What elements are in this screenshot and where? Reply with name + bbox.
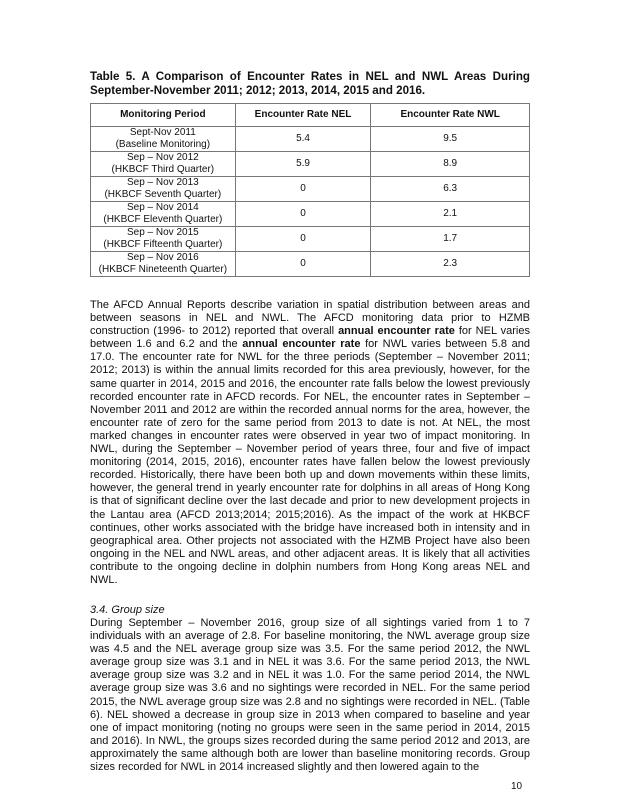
section-heading: 3.4. Group size bbox=[90, 604, 165, 616]
nel-rate-cell: 0 bbox=[235, 177, 371, 202]
table-row bbox=[91, 227, 530, 252]
period-phase: (HKBCF Seventh Quarter) bbox=[104, 189, 222, 200]
table-row bbox=[91, 127, 530, 152]
period-dates: Sep – Nov 2015 bbox=[126, 227, 199, 238]
period-cell bbox=[91, 177, 236, 202]
nel-rate-cell: 0 bbox=[235, 227, 371, 252]
period-phase: (Baseline Monitoring) bbox=[115, 139, 211, 150]
table-row bbox=[91, 177, 530, 202]
column-header-encounter-rate-nel: Encounter Rate NEL bbox=[235, 104, 371, 127]
nel-rate-cell: 0 bbox=[235, 252, 371, 277]
group-size-paragraph: During September – November 2016, group size of all sightings varied from 1 to 7 individuals with an average of 2.8. For baseline monitoring, the NWL average group size was 4.5 and the NEL average group size was 3.5. For the same period 2012, the NWL average group size was 3.1 and in NEL it was 3.6. For the same period 2013, the NWL average group size was 3.2 and in NEL it was 1.0. For the same period 2014, the NWL average group size was 3.6 and no sightings were recorded in NEL. For the same period 2015, the NWL average group size was 2.8 and no sightings were recorded in NEL. (Table 6). NEL showed a decrease in group size in 2013 when compared to baseline and year one of impact monitoring (noting no groups were seen in the same period in 2014, 2015 and 2016). In NWL, the groups sizes recorded during the same period 2012 and 2013, are approximately the same although both are lower than baseline monitoring records. Group sizes recorded for NWL in 2014 increased slightly and then lowered again to the bbox=[90, 617, 530, 774]
paragraph-text: for NWL varies between 5.8 and 17.0. The encounter rate for NWL for the three periods (September – November 2011; 2012; 2013) is within the annual limits recorded for this area previously, however, for the same quarter in 2014, 2015 and 2016, the encounter rate falls below the lowest previously recorded encounter rate in AFCD records. For NEL, the encounter rates in September – November 2011 and 2012 are within the recorded annual norms for the area, however, the encounter rate of zero for the same period from 2013 to date is not. At NEL, the most marked changes in encounter rates were observed in year two of impact monitoring. In NWL, during the September – November period of years three, four and five of impact monitoring (2014, 2015, 2016), encounter rates have fallen below the lowest previously recorded. Historically, there have been both up and down movements within these limits, however, the general trend in yearly encounter rate for dolphins in all areas of Hong Kong is that of significant decline over the last decade and prior to new development projects in the Lantau area (AFCD 2013;2014; 2015;2016). As the impact of the work at HKBCF continues, other works associated with the bridge have increased both in intensity and in geographical area. Other projects not associated with the HZMB Project have also been ongoing in the NEL and NWL areas, and other adjacent areas. It is likely that all activities contribute to the ongoing decline in dolphin numbers from Hong Kong areas NEL and NWL. bbox=[90, 338, 530, 586]
paragraph-text: The AFCD Annual Reports describe variation in spatial distribution between areas and between seasons in NEL and NWL. The AFCD monitoring data prior to HZMB construction (1996- to 2012) reported that overall bbox=[90, 299, 530, 338]
emphasis-text: annual encounter rate bbox=[338, 325, 455, 338]
period-dates: Sept-Nov 2011 bbox=[129, 127, 196, 138]
period-dates: Sep – Nov 2013 bbox=[126, 177, 199, 188]
nel-rate-cell: 5.9 bbox=[235, 152, 371, 177]
encounter-rate-paragraph bbox=[90, 299, 530, 587]
paragraph-text: for NEL varies between 1.6 and 6.2 and the bbox=[90, 325, 530, 351]
period-cell bbox=[91, 152, 236, 177]
nwl-rate-cell: 2.1 bbox=[371, 202, 530, 227]
period-cell bbox=[91, 202, 236, 227]
period-cell bbox=[91, 127, 236, 152]
nel-rate-cell: 5.4 bbox=[235, 127, 371, 152]
nel-rate-cell: 0 bbox=[235, 202, 371, 227]
nwl-rate-cell: 1.7 bbox=[371, 227, 530, 252]
nwl-rate-cell: 8.9 bbox=[371, 152, 530, 177]
table-row bbox=[91, 152, 530, 177]
column-header-encounter-rate-nwl: Encounter Rate NWL bbox=[371, 104, 530, 127]
table-title: Table 5. A Comparison of Encounter Rates in NEL and NWL Areas During September-November 2011; 2012; 2013, 2014, 2015 and 2016. bbox=[90, 70, 530, 97]
nwl-rate-cell: 2.3 bbox=[371, 252, 530, 277]
period-cell bbox=[91, 252, 236, 277]
period-dates: Sep – Nov 2014 bbox=[126, 202, 199, 213]
page-number: 10 bbox=[511, 781, 523, 792]
period-phase: (HKBCF Fifteenth Quarter) bbox=[103, 239, 223, 250]
encounter-rate-table bbox=[90, 103, 530, 277]
table-row bbox=[91, 252, 530, 277]
emphasis-text: annual encounter rate bbox=[242, 338, 361, 351]
column-header-monitoring-period: Monitoring Period bbox=[91, 104, 236, 127]
table-row bbox=[91, 202, 530, 227]
period-dates: Sep – Nov 2016 bbox=[126, 252, 199, 263]
nwl-rate-cell: 6.3 bbox=[371, 177, 530, 202]
period-phase: (HKBCF Eleventh Quarter) bbox=[103, 214, 223, 225]
table-header-row bbox=[91, 104, 530, 127]
period-cell bbox=[91, 227, 236, 252]
nwl-rate-cell: 9.5 bbox=[371, 127, 530, 152]
period-phase: (HKBCF Nineteenth Quarter) bbox=[98, 264, 228, 275]
period-phase: (HKBCF Third Quarter) bbox=[111, 164, 215, 175]
period-dates: Sep – Nov 2012 bbox=[126, 152, 199, 163]
